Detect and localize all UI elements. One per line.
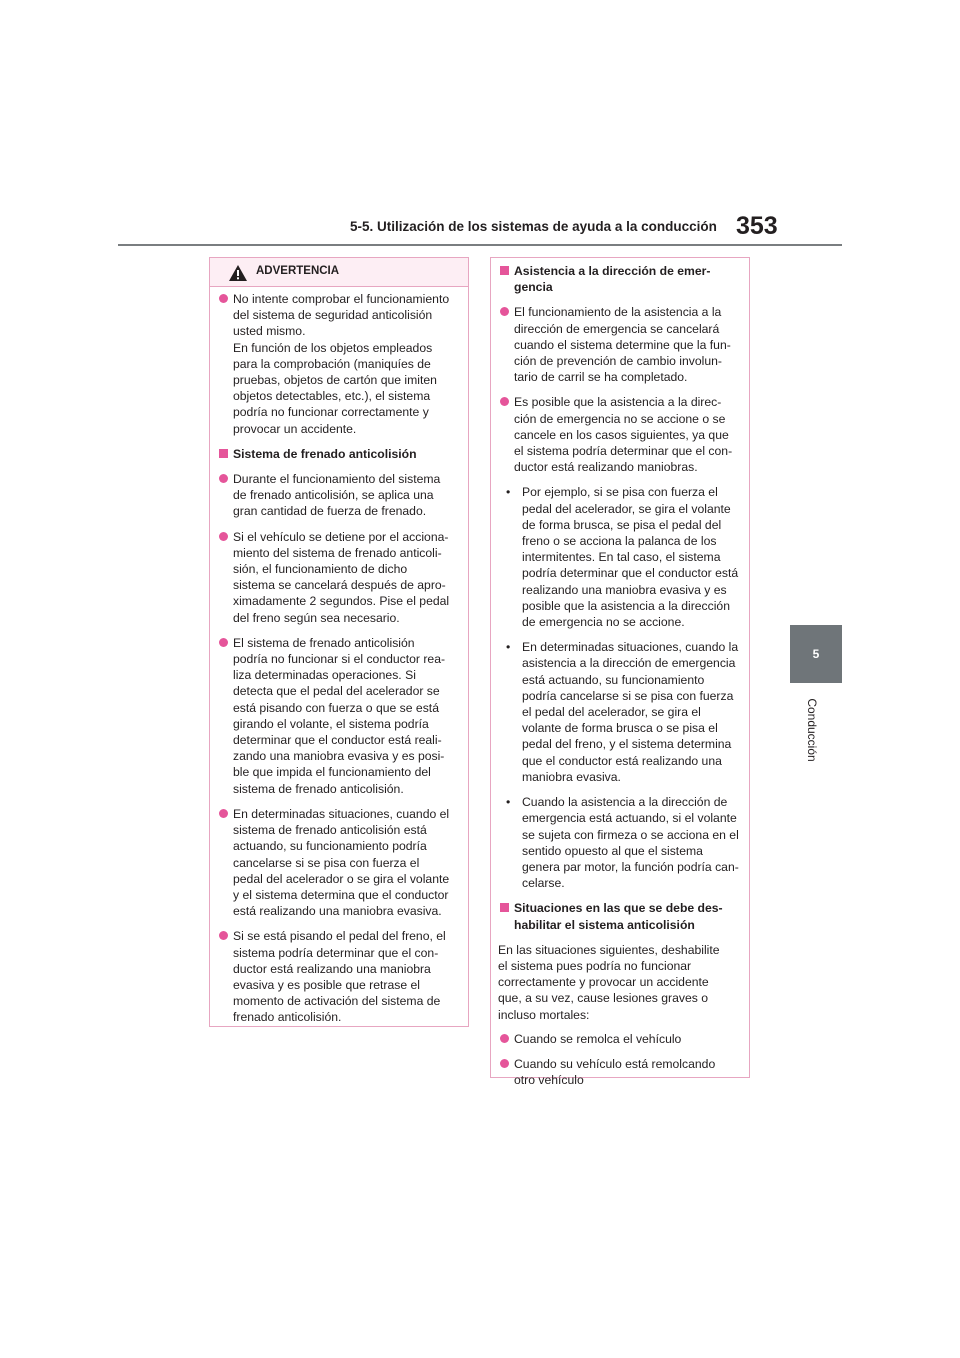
- bullet-text: No intente comprobar el funcionamiento del sistema de seguridad anticolisión usted mismo. En función de los objetos empleados para la comprobación (maniquíes de pruebas, objetos de cartón que imiten objetos detectables, etc.), el sistema podría no funcionar correctamente y provocar un accidente.: [233, 292, 450, 436]
- warning-label: ADVERTENCIA: [256, 265, 340, 277]
- section-heading: [498, 263, 741, 295]
- section-heading: [217, 446, 460, 462]
- section-square-icon: [219, 449, 228, 458]
- bullet-item: [217, 529, 460, 626]
- bullet-item: [217, 635, 460, 797]
- warning-header: [210, 258, 468, 287]
- bullet-text: En determinadas situaciones, cuando el sistema de frenado anticolisión está actuando, su funcionamiento podría cancelarse si se pisa con fuerza el pedal del acelerador o se gira el volante y el sistema determina que el conductor está realizando una maniobra evasiva.: [233, 806, 450, 919]
- bullet-item: [498, 1056, 741, 1088]
- bullet-dot-icon: [500, 1034, 509, 1043]
- warning-triangle-icon: [228, 264, 248, 287]
- bullet-text: Si el vehículo se detiene por el acciona- miento del sistema de frenado anticoli- sión, el funcionamiento de dicho sistema se cancelará después de apro- ximadamente 2 segundos. Pise el pedal del freno según sea necesario.: [233, 529, 450, 625]
- bullet-text: El funcionamiento de la asistencia a la dirección de emergencia se cancelará cuando el sistema determine que la fun- ción de prevención de cambio involun- tario de carril se ha completado.: [514, 305, 731, 385]
- bullet-dot-icon: [219, 931, 228, 940]
- bullet-text: Si se está pisando el pedal del freno, el sistema podría determinar que el con- ductor está realizando una maniobra evasiva y es posible que retrase el momento de activación del sistema de frenado anticolisión.: [233, 929, 446, 1025]
- chapter-label: Conducción: [805, 698, 819, 762]
- section-square-icon: [500, 266, 509, 275]
- bullet-item: [217, 471, 460, 520]
- sub-bullet-text: Cuando la asistencia a la dirección de emergencia está actuando, si el volante se sujeta con firmeza o se acciona en el sentido opuesto al que el sistema genera par motor, la función podría can- celarse.: [522, 795, 739, 891]
- bullet-item: [498, 304, 741, 385]
- bullet-dot-icon: [219, 294, 228, 303]
- section-square-icon: [500, 903, 509, 912]
- bullet-dot-icon: [219, 532, 228, 541]
- bullet-item: [498, 1031, 741, 1047]
- bullet-dot-icon: [500, 397, 509, 406]
- warning-box: [209, 257, 469, 1027]
- bullet-dot-icon: [219, 638, 228, 647]
- bullet-text: Es posible que la asistencia a la direc- ción de emergencia no se accione o se cancele en los casos siguientes, ya que el sistema podría determinar que el con- ductor está realizando maniobras.: [514, 395, 733, 475]
- bullet-text: El sistema de frenado anticolisión podría no funcionar si el conductor rea- liza determinadas operaciones. Si detecta que el pedal del acelerador se está pisando con fuerza o que se está girando el volante, el sistema podría determinar que el conductor está reali- zando una maniobra evasiva y es posi- ble que impida el funcionamiento del sistema de frenado anticolisión.: [233, 635, 446, 796]
- page-number: 353: [736, 212, 778, 240]
- paragraph: En las situaciones siguientes, deshabilite el sistema pues podría no funcionar correctamente y provocar un accidente que, a su vez, cause lesiones graves o incluso mortales:: [498, 942, 720, 1022]
- sub-bullet-mark: •: [506, 795, 511, 810]
- section-heading-text: Sistema de frenado anticolisión: [233, 446, 417, 461]
- bullet-item: [498, 394, 741, 475]
- bullet-item: [217, 291, 460, 437]
- sub-bullet-mark: •: [506, 485, 511, 500]
- info-box: [490, 257, 750, 1088]
- bullet-dot-icon: [500, 1059, 509, 1068]
- sub-bullet-mark: •: [506, 640, 511, 655]
- bullet-item: [217, 928, 460, 1025]
- sub-bullet-text: Por ejemplo, si se pisa con fuerza el pedal del acelerador, se gira el volante de forma brusca, se pisa el pedal del freno o se acciona la palanca de los intermitentes. En tal caso, el sistema podría determinar que el conductor está realizando una maniobra evasiva y es posible que la asistencia a la dirección de emergencia no se accione.: [522, 485, 739, 630]
- section-title: 5-5. Utilización de los sistemas de ayuda a la conducción: [350, 219, 717, 234]
- warning-content: [210, 287, 468, 1026]
- sub-bullet-item: [498, 639, 741, 785]
- bullet-dot-icon: [219, 474, 228, 483]
- bullet-text: Cuando se remolca el vehículo: [514, 1031, 682, 1046]
- header-divider: [118, 244, 842, 246]
- bullet-text: Cuando su vehículo está remolcando otro vehículo: [514, 1056, 716, 1088]
- section-heading: [498, 900, 741, 932]
- sub-bullet-item: [498, 484, 741, 630]
- bullet-dot-icon: [219, 809, 228, 818]
- bullet-dot-icon: [500, 307, 509, 316]
- bullet-text: Durante el funcionamiento del sistema de frenado anticolisión, se aplica una gran cantidad de fuerza de frenado.: [233, 472, 441, 519]
- bullet-item: [217, 806, 460, 919]
- sub-bullet-text: En determinadas situaciones, cuando la asistencia a la dirección de emergencia está actuando, su funcionamiento podría cancelarse si se pisa con fuerza el pedal del acelerador, se gira el volante de forma brusca o se pisa el pedal del freno, y el sistema determina que el conductor está realizando una maniobra evasiva.: [522, 640, 739, 784]
- chapter-number: 5: [812, 647, 820, 661]
- section-heading-text: Asistencia a la dirección de emer- gencia: [514, 264, 711, 295]
- sub-bullet-item: [498, 794, 741, 891]
- section-heading-text: Situaciones en las que se debe des- habilitar el sistema anticolisión: [514, 901, 723, 932]
- chapter-tab[interactable]: [790, 625, 842, 683]
- info-content: [491, 258, 749, 1088]
